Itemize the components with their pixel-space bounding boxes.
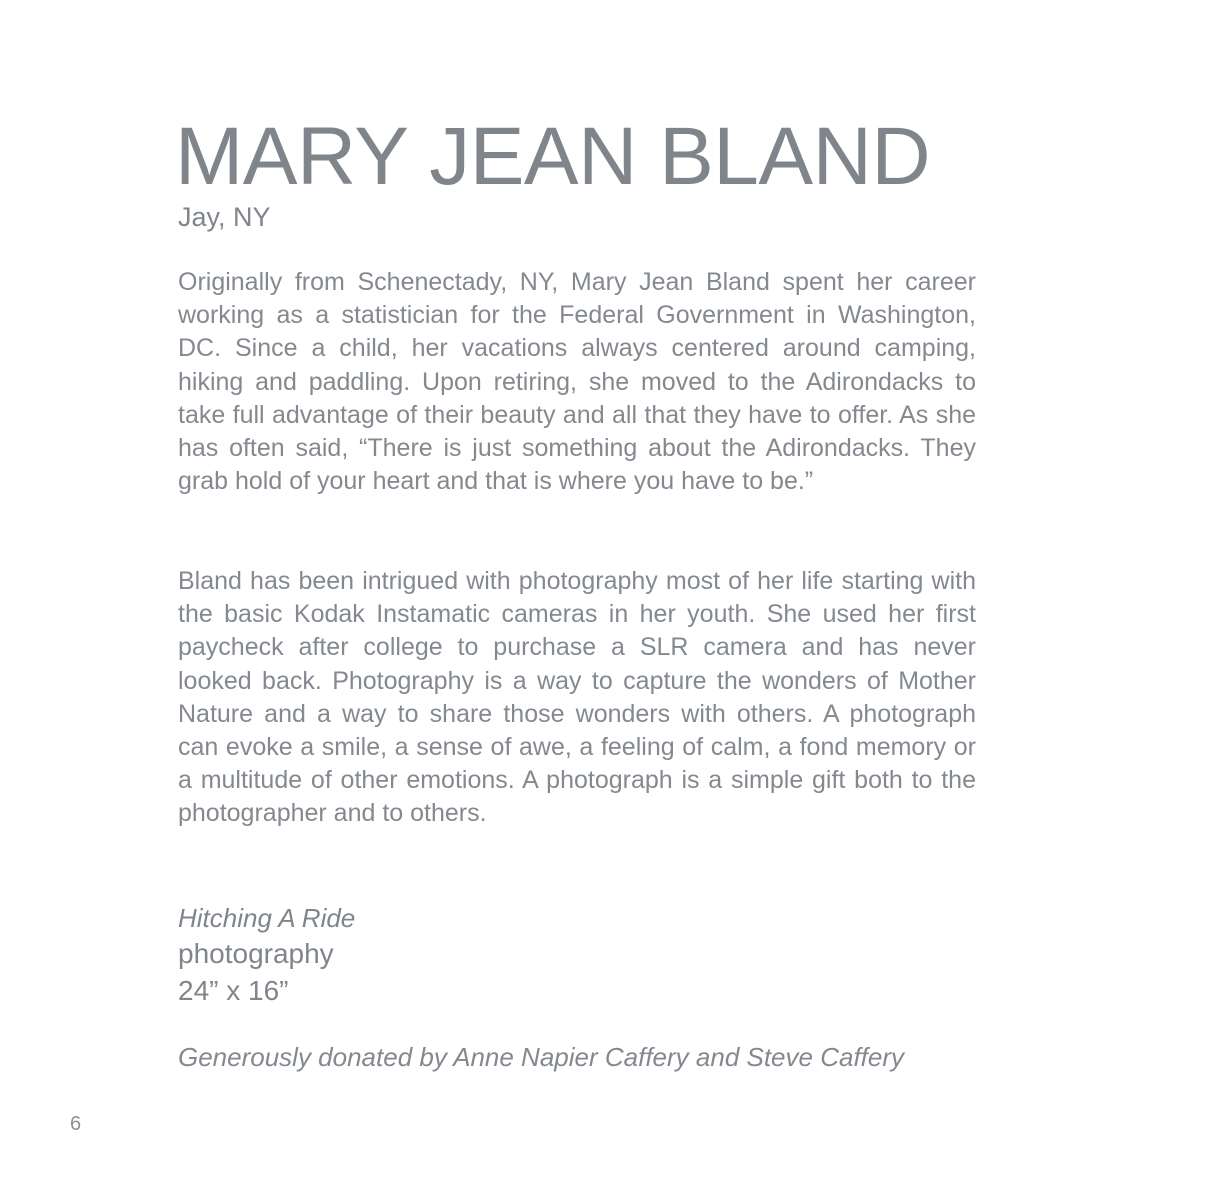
donation-credit: Generously donated by Anne Napier Caffery and Steve Caffery xyxy=(178,1042,905,1072)
bio-paragraph-1: Originally from Schenectady, NY, Mary Jean Bland spent her career working as a statistician for the Federal Government in Washington, DC. Since a child, her vacations always centered around camping, hiking and paddling. Upon retiring, she moved to the Adirondacks to take full advantage of their beauty and all that they have to offer. As she has often said, “There is just something about the Adirondacks. They grab hold of your heart and that is where you have to be.” xyxy=(178,268,976,496)
artist-location: Jay, NY xyxy=(178,202,271,232)
artwork-dimensions: 24” x 16” xyxy=(178,975,289,1006)
artist-name: MARY JEAN BLAND xyxy=(175,111,931,202)
artwork-medium: photography xyxy=(178,938,334,969)
bio-paragraph-2: Bland has been intrigued with photography most of her life starting with the basic Kodak Instamatic cameras in her youth. She used her first paycheck after college to purchase a SLR camera and has never looked back. Photography is a way to capture the wonders of Mother Nature and a way to share those wonders with others. A photograph can evoke a smile, a sense of awe, a feeling of calm, a fond memory or a multitude of other emotions. A photograph is a simple gift both to the photographer and to others. xyxy=(178,567,976,828)
artwork-title: Hitching A Ride xyxy=(178,903,356,933)
page-number: 6 xyxy=(70,1113,82,1135)
